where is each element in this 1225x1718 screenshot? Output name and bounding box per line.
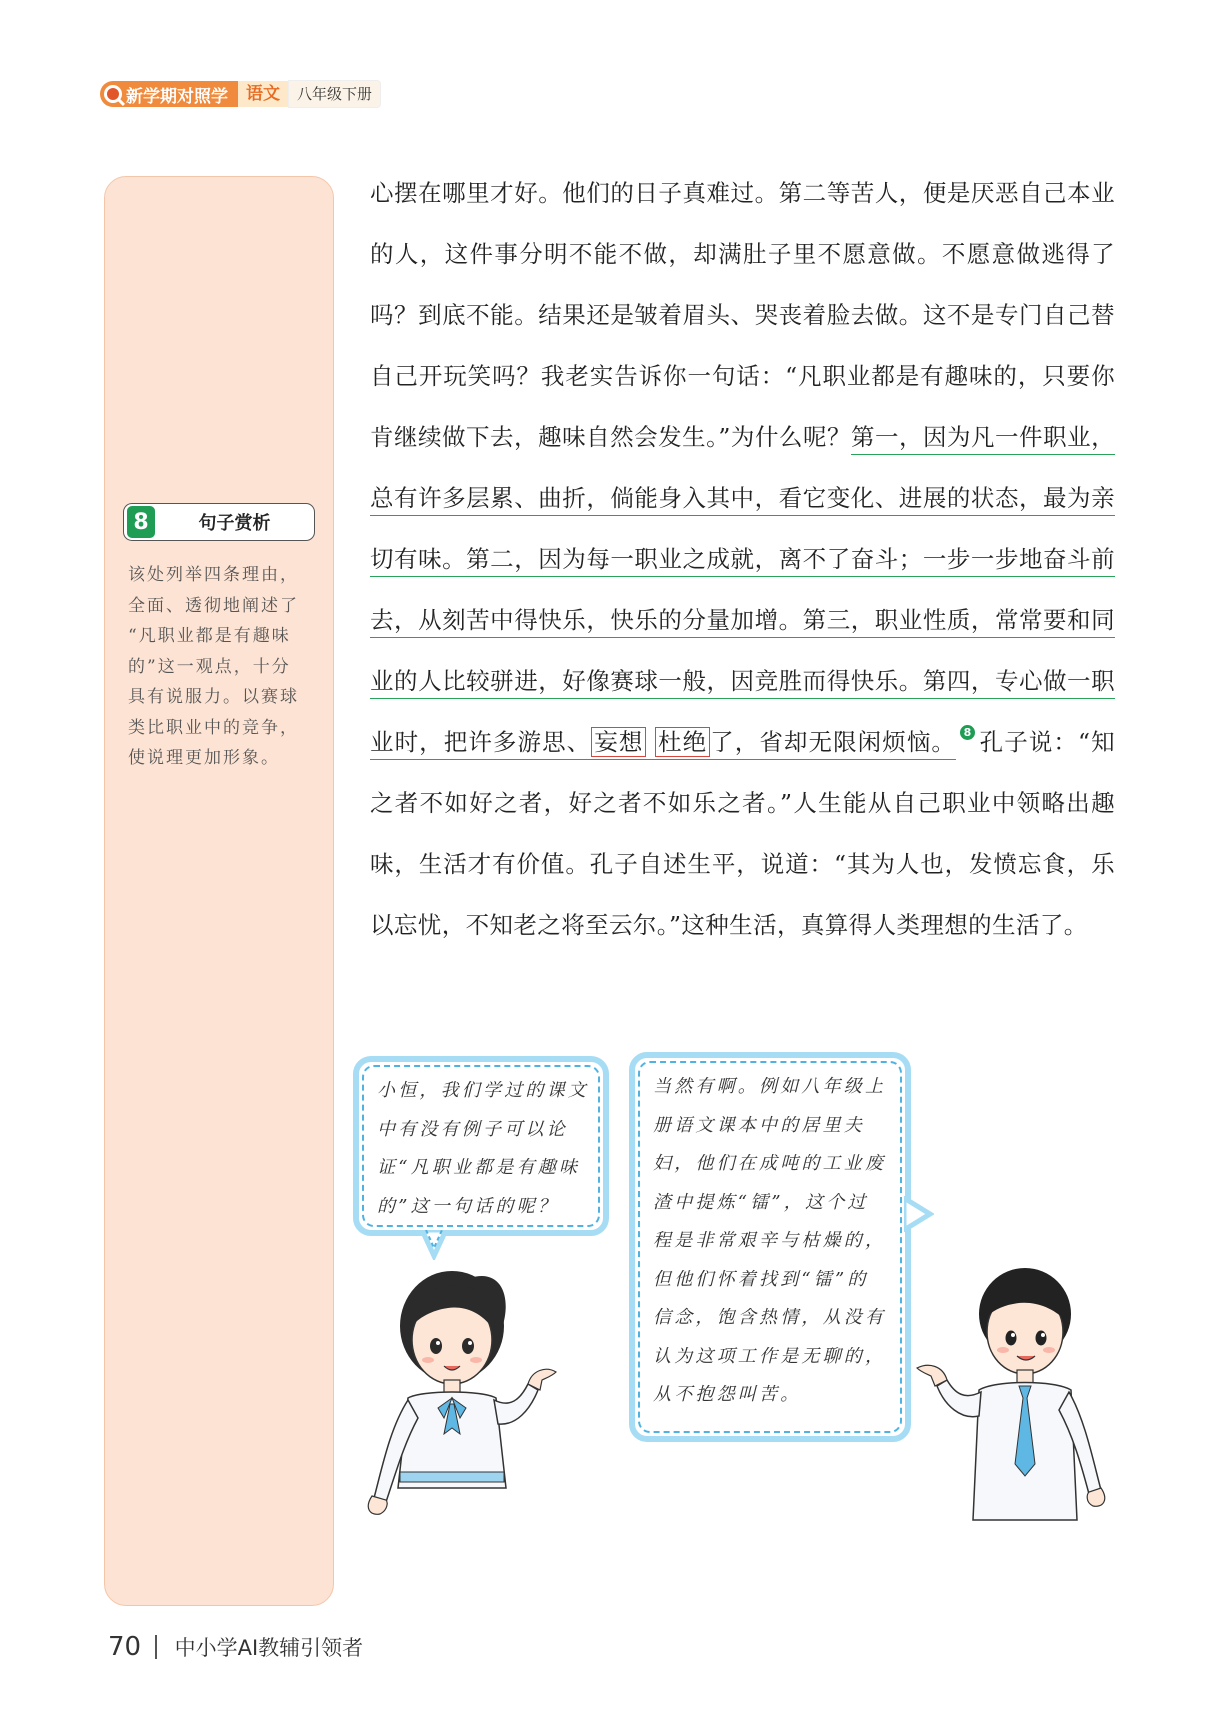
bubble-line: 从不抱怨叫苦。	[653, 1384, 802, 1405]
boxed-word: 杜绝	[655, 727, 710, 757]
bubble-line: 的”这一句话的呢？	[377, 1195, 560, 1217]
page-number: 70	[108, 1632, 142, 1662]
bubble-tail-icon	[420, 1230, 450, 1260]
boxed-word: 妄想	[591, 727, 646, 757]
series-label: 新学期对照学	[126, 86, 228, 107]
page-footer	[108, 1632, 363, 1662]
text-segment: 心摆在哪里才好。他们的日子真难过。第二等苦人，便是厌恶自己本业的人，这件事分明不能不做，却满肚子里不愿意做。不愿意做逃得了吗？到底不能。结果还是皱着眉头、哭丧着脸去做。这不是专门自己替自己开玩笑吗？我老实告诉你一句话：“凡职业都是有趣味的，只要你肯继续做下去，趣味自然会发生。”为什么呢？	[370, 179, 1115, 451]
speech-bubble-boy	[629, 1052, 911, 1442]
note-title: 句子赏析	[198, 513, 271, 534]
magnifier-icon	[104, 85, 122, 103]
grade-label: 八年级下册	[288, 80, 381, 108]
note-header	[123, 503, 315, 541]
side-note-panel	[104, 176, 334, 1606]
boy-student-illustration	[905, 1250, 1115, 1530]
note-line: 的”这一观点，十分	[128, 656, 291, 677]
speech-bubble-girl	[353, 1056, 609, 1236]
note-line: 该处列举四条理由，	[128, 565, 299, 585]
underlined-box-wrap	[591, 728, 710, 760]
bubble-line: 小恒，我们学过的课文	[377, 1080, 589, 1101]
text-segment: 孔子说：“知之者不如好之者，好之者不如乐之者。”人生能从自己职业中领略出趣味，生活才有价值。孔子自述生平，说道：“其为人也，发愤忘食，乐以忘忧，不知老之将至云尔。”这种生活，真算得人类理想的生活了。	[370, 728, 1115, 939]
note-line: 使说理更加形象。	[128, 748, 280, 768]
bubble-line: 认为这项工作是无聊的，	[653, 1345, 887, 1367]
bubble-line: 证“凡职业都是有趣味	[377, 1157, 581, 1178]
bubble-line: 信念，饱含热情，从没有	[653, 1307, 887, 1328]
bubble-line: 中有没有例子可以论	[377, 1118, 568, 1140]
girl-student-illustration	[352, 1258, 562, 1518]
annotation-marker: 8	[960, 725, 975, 740]
header-tag	[100, 80, 381, 108]
note-body	[128, 560, 310, 774]
bubble-line: 程是非常艰辛与枯燥的，	[653, 1230, 887, 1251]
footer-divider	[155, 1635, 157, 1659]
note-number: 8	[127, 506, 155, 538]
bubble-line: 册语文课本中的居里夫	[653, 1114, 865, 1136]
bubble-line: 但他们怀着找到“镭”的	[653, 1268, 869, 1290]
note-line: 全面、透彻地阐述了	[128, 595, 299, 616]
subject-label: 语文	[238, 81, 288, 107]
bubble-line: 当然有啊。例如八年级上	[653, 1076, 887, 1097]
underlined-sentence: 了，省却无限闲烦恼。	[710, 728, 956, 760]
underlined-sentence: 第一，因为凡一件职业，总有许多层累、曲折，倘能身入其中，看它变化、进展的状态，最为亲切有味。第二，因为每一职业之成就，离不了奋斗；一步一步地奋斗前去，从刻苦中得快乐，快乐的分量加增。第三，职业性质，常常要和同业的人比较骈进，好像赛球一般，因竞胜而得快乐。第四，专心做一职业时，把许多游思、	[370, 423, 1115, 760]
main-text	[370, 163, 1115, 956]
bubble-line: 渣中提炼“镭”，这个过	[653, 1191, 869, 1213]
note-line: “凡职业都是有趣味	[128, 626, 291, 646]
bubble-line: 妇，他们在成吨的工业废	[653, 1153, 887, 1174]
footer-brand: 中小学AI教辅引领者	[174, 1636, 364, 1660]
note-line: 类比职业中的竞争，	[128, 717, 299, 738]
note-line: 具有说服力。以赛球	[128, 687, 299, 707]
bubble-tail-icon	[904, 1196, 934, 1232]
series-badge	[100, 81, 238, 107]
